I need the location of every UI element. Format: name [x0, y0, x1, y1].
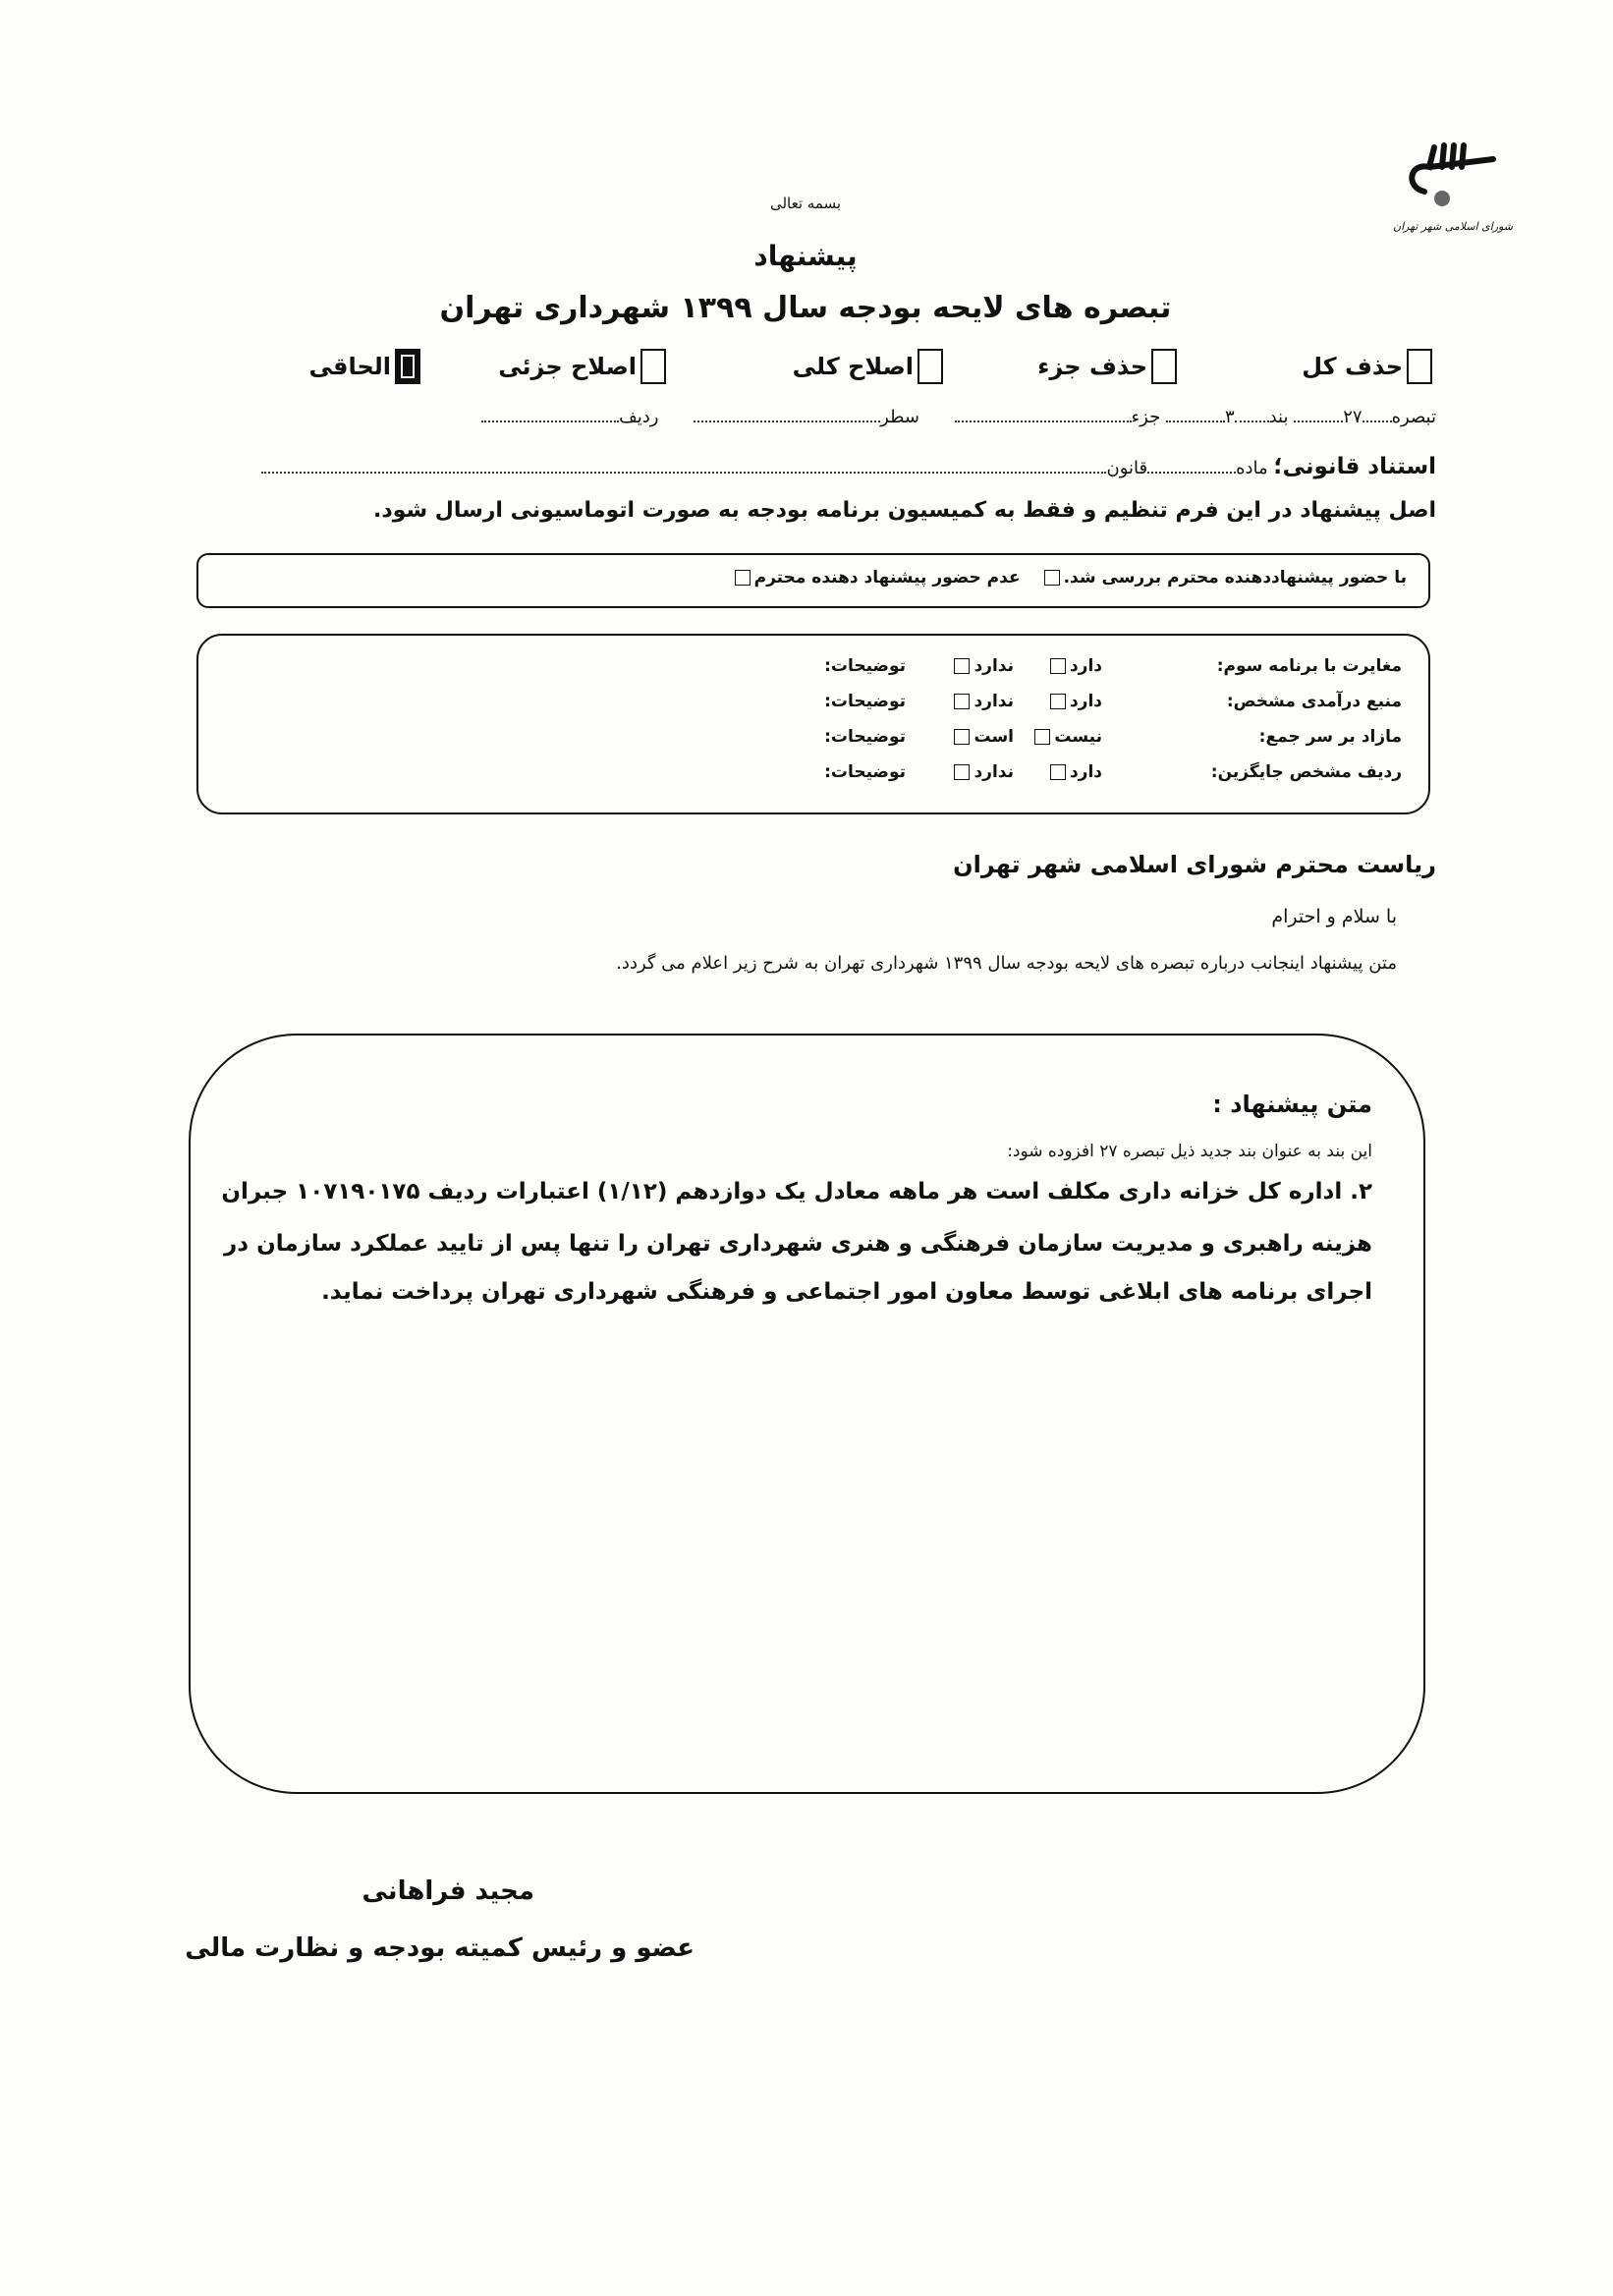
checkbox[interactable]	[1050, 694, 1066, 709]
madde-label: ماده	[1236, 458, 1268, 478]
option-label: ندارد	[973, 692, 1014, 711]
reference-fields	[481, 407, 1436, 427]
checkbox[interactable]	[1034, 729, 1050, 745]
invocation: بسمه تعالی	[769, 195, 842, 212]
criterion-option-1	[1046, 692, 1102, 711]
option-label: است	[973, 727, 1014, 747]
document-type: پیشنهاد	[753, 240, 858, 272]
option-full-delete[interactable]	[1302, 349, 1436, 384]
tabsare-value[interactable]: ۲۷	[1343, 407, 1363, 427]
option-label: اصلاح کلی	[792, 353, 914, 380]
criterion-notes	[824, 656, 906, 676]
proposal-heading: متن پیشنهاد :	[1212, 1091, 1372, 1118]
notes-label: توضیحات:	[824, 656, 906, 676]
criterion-option-1	[1030, 727, 1102, 747]
criterion-row	[1227, 692, 1402, 711]
signer-position: عضو و رئیس کمیته بودجه و نظارت مالی	[185, 1933, 695, 1963]
option-partial-delete[interactable]	[1037, 349, 1181, 384]
absent-label: عدم حضور پیشنهاد دهنده محترم	[753, 568, 1021, 588]
tabsare-label: تبصره	[1391, 407, 1436, 427]
checkbox[interactable]	[954, 729, 970, 745]
attendance-options	[731, 568, 1407, 588]
proposal-line: اجرای برنامه های ابلاغی توسط معاون امور اجتماعی و فرهنگی شهرداری تهران پرداخت نماید.	[321, 1279, 1372, 1305]
legal-label: استناد قانونی؛	[1273, 454, 1436, 479]
page-title: تبصره های لایحه بودجه سال ۱۳۹۹ شهرداری تهران	[439, 291, 1172, 325]
addressee: ریاست محترم شورای اسلامی شهر تهران	[953, 851, 1436, 878]
greeting: با سلام و احترام	[1271, 906, 1397, 927]
proposal-line: ۲. اداره کل خزانه داری مکلف است هر ماهه معادل یک دوازدهم (۱/۱۲) اعتبارات ردیف ۱۰۷۱۹۰۱۷۵ جبران	[221, 1179, 1372, 1204]
radif-label: ردیف	[619, 407, 659, 427]
checkbox-checked[interactable]	[395, 349, 420, 384]
proposal-line: هزینه راهبری و مدیریت سازمان فرهنگی و هنری شهرداری تهران را تنها پس از تایید عملکرد سازمان در	[224, 1231, 1372, 1257]
criterion-option-1	[1046, 762, 1102, 782]
present-label: با حضور پیشنهاددهنده محترم بررسی شد.	[1063, 568, 1407, 588]
ghanoon-label: قانون	[1106, 458, 1148, 478]
criterion-row	[1211, 762, 1402, 782]
checkbox[interactable]	[640, 349, 666, 384]
option-partial-amend[interactable]	[498, 349, 670, 384]
option-label: ندارد	[973, 656, 1014, 676]
council-emblem-icon	[1395, 138, 1513, 216]
checkbox[interactable]	[1151, 349, 1177, 384]
option-label: الحاقی	[308, 353, 391, 380]
notes-label: توضیحات:	[824, 692, 906, 711]
option-label: حذف جزء	[1037, 353, 1147, 380]
notes-label: توضیحات:	[824, 762, 906, 782]
council-logo	[1395, 138, 1513, 246]
option-label: اصلاح جزئی	[498, 353, 637, 380]
checkbox[interactable]	[954, 694, 970, 709]
criterion-label: مازاد بر سر جمع:	[1258, 727, 1402, 747]
instruction: اصل پیشنهاد در این فرم تنظیم و فقط به کمیسیون برنامه بودجه به صورت اتوماسیونی ارسال شود.	[373, 498, 1436, 523]
band-label: بند	[1268, 407, 1289, 427]
criterion-option-2	[950, 692, 1014, 711]
satr-label: سطر	[880, 407, 919, 427]
criterion-option-2	[950, 656, 1014, 676]
proposal-note: این بند به عنوان بند جدید ذیل تبصره ۲۷ افزوده شود:	[1007, 1142, 1372, 1161]
option-label: دارد	[1069, 656, 1102, 676]
option-general-amend[interactable]	[793, 349, 947, 384]
criterion-notes	[824, 727, 906, 747]
option-label: حذف کل	[1302, 353, 1403, 380]
criterion-notes	[824, 692, 906, 711]
criterion-notes	[824, 762, 906, 782]
option-label: ندارد	[973, 762, 1014, 782]
joz-label: جزء	[1131, 407, 1161, 427]
absent-checkbox[interactable]	[735, 570, 751, 586]
criterion-row	[1217, 656, 1402, 676]
checkbox[interactable]	[918, 349, 943, 384]
present-checkbox[interactable]	[1044, 570, 1060, 586]
option-label: دارد	[1069, 762, 1102, 782]
checkbox[interactable]	[954, 764, 970, 780]
notes-label: توضیحات:	[824, 727, 906, 747]
checkbox[interactable]	[1050, 658, 1066, 674]
criterion-option-2	[950, 762, 1014, 782]
checkbox[interactable]	[1407, 349, 1432, 384]
council-logo-caption: شورای اسلامی شهر تهران	[1393, 220, 1513, 233]
checkbox[interactable]	[1050, 764, 1066, 780]
option-addition[interactable]	[308, 349, 424, 384]
band-value[interactable]: ۳	[1224, 407, 1235, 427]
option-label: نیست	[1054, 727, 1102, 747]
criterion-label: مغایرت با برنامه سوم:	[1216, 656, 1402, 676]
legal-basis	[261, 454, 1436, 479]
checkbox[interactable]	[954, 658, 970, 674]
option-label: دارد	[1069, 692, 1102, 711]
criterion-option-1	[1046, 656, 1102, 676]
criterion-label: ردیف مشخص جایگزین:	[1210, 762, 1402, 782]
intro: متن پیشنهاد اینجانب درباره تبصره های لایحه بودجه سال ۱۳۹۹ شهرداری تهران به شرح زیر اعلام می گردد.	[616, 953, 1397, 974]
criterion-option-2	[950, 727, 1014, 747]
criterion-label: منبع درآمدی مشخص:	[1226, 692, 1402, 711]
criterion-row	[1259, 727, 1402, 747]
signer-name: مجید فراهانی	[362, 1876, 534, 1906]
